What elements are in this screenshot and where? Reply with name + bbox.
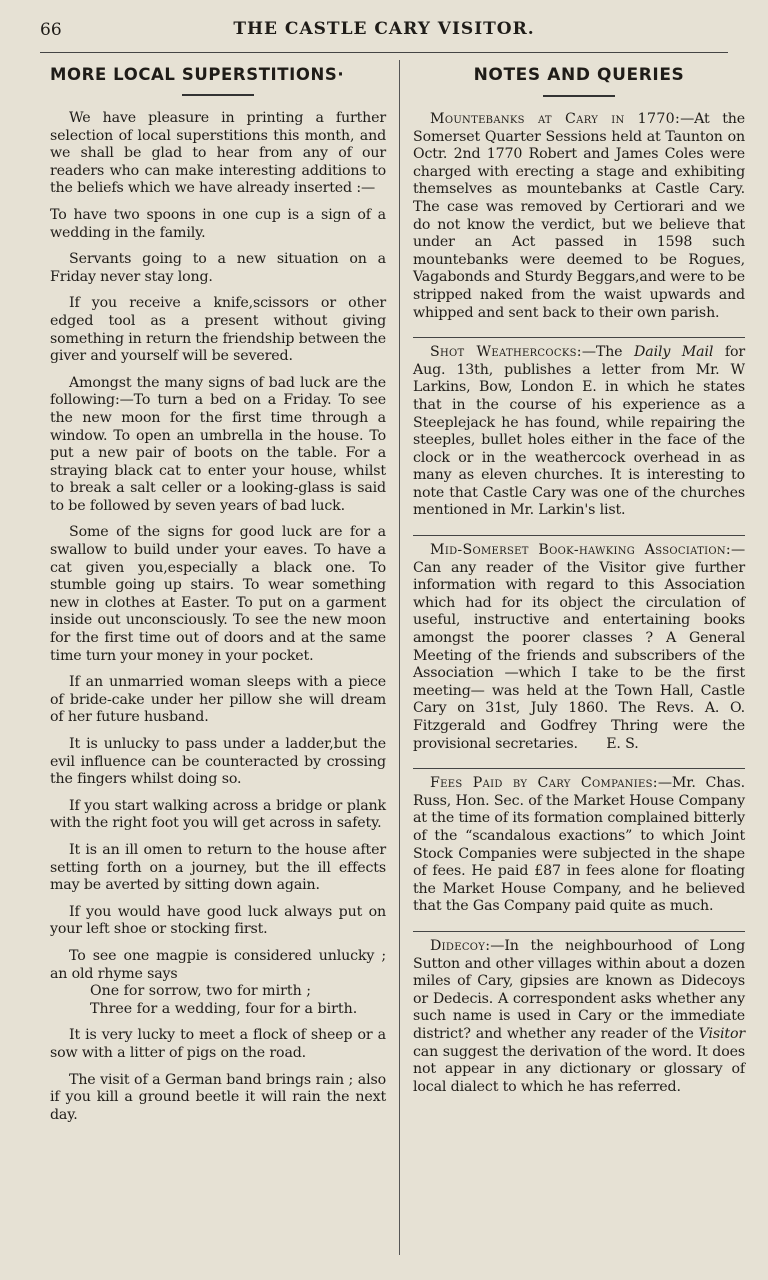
paragraph: It is an ill omen to return to the house after setting forth on a journey, but the ill effects may be averted by sitting down again. [50, 841, 386, 894]
running-title: THE CASTLE CARY VISITOR. [233, 19, 535, 39]
note-title: Shot Weathercocks: [430, 344, 582, 361]
paragraph: Servants going to a new situation on a Friday never stay long. [50, 251, 386, 285]
paragraph: To see one magpie is considered unlucky ; an old rhyme says [50, 947, 386, 982]
note-title: Fees Paid by Cary Companies: [430, 775, 658, 792]
visitor-title: Visitor [698, 1025, 745, 1042]
note-didecoy [413, 931, 745, 1096]
note-title: Mid-Somerset Book-hawking Association: [430, 542, 731, 559]
paragraph: We have pleasure in printing a further selection of local superstitions this month, and we shall be glad to hear from any of our readers who can make interesting additions to the beliefs which we have already inserted :— [50, 110, 386, 197]
note-body: —In the neighbourhood of Long Sutton and other villages within about a dozen miles of Cary, gipsies are known as Didecoys or Dedecis. A correspondent asks whether any such name is used in Cary or the immediate district? and whether any reader of the [413, 937, 745, 1042]
rhyme-line: One for sorrow, two for mirth ; [90, 983, 312, 1000]
magpie-rhyme [50, 948, 386, 1018]
signature: E. S. [606, 735, 639, 752]
paragraph: Amongst the many signs of bad luck are the following:—To turn a bed on a Friday. To see the new moon for the first time through a window. To open an umbrella in the house. To put a new pair of boots on the table. For a straying black cat to enter your house, whilst to break a salt celler or a looking-glass is said to be followed by seven years of bad luck. [50, 374, 386, 514]
note-body: for Aug. 13th, publishes a letter from Mr. W Larkins, Bow, London E. in which he states that in the course of his experience as a Steeplejack he has found, while repairing the steeples, bullet holes either in the face of the clock or in the weathercock overhead in as many as eleven churches. It is interesting to note that Castle Cary was one of the churches mentioned in Mr. Larkin's list. [413, 344, 745, 519]
superstitions-column [50, 60, 386, 1133]
note-mountebanks [413, 111, 745, 322]
page-number: 66 [40, 20, 62, 40]
paragraph: If an unmarried woman sleeps with a piece of bride-cake under her pillow she will dream of her future husband. [50, 674, 386, 726]
note-weathercocks [413, 337, 745, 520]
paragraph: To have two spoons in one cup is a sign of a wedding in the family. [50, 206, 386, 241]
paragraph: Some of the signs for good luck are for a swallow to build under your eaves. To have a cat given you,especially a black one. To stumble going up stairs. To wear something new in clothes at Easter. To put on a garment inside out unconsciously. To see the new moon for the first time out of doors and at the same time turn your money in your pocket. [50, 524, 386, 664]
note-bookhawking [413, 535, 745, 753]
note-body: can suggest the derivation of the word. It does not appear in any dictionary or glossary of local dialect to which he has referred. [413, 1043, 745, 1095]
newspaper-title: Daily Mail [634, 344, 714, 361]
paragraph: If you would have good luck always put on your left shoe or stocking first. [50, 903, 386, 938]
heading-rule [182, 94, 254, 96]
superstitions-heading: MORE LOCAL SUPERSTITIONS· [50, 65, 345, 84]
column-divider [399, 60, 400, 1255]
note-title: Mountebanks at Cary in 1770: [430, 111, 681, 127]
note-body: —Mr. Chas. Russ, Hon. Sec. of the Market House Company at the time of its formation complained bitterly of the “scandalous exactions” to which Joint Stock Companies were subjected in the shape of fees. He paid £87 in fees alone for floating the Market House Company, and he believed that the Gas Company paid quite as much. [413, 775, 745, 915]
rhyme-line: Three for a wedding, four for a birth. [90, 1000, 358, 1017]
paragraph: The visit of a German band brings rain ; also if you kill a ground beetle it will rain the next day. [50, 1071, 386, 1123]
header-rule [40, 52, 728, 53]
paragraph: It is unlucky to pass under a ladder,but the evil influence can be counteracted by crossing the fingers whilst doing so. [50, 736, 386, 788]
note-fees [413, 768, 745, 916]
notes-column [413, 60, 745, 1111]
note-title: Didecoy: [430, 937, 491, 954]
note-body: —At the Somerset Quarter Sessions held at Taunton on Octr. 2nd 1770 Robert and James Coles were charged with erecting a stage and exhibiting themselves as mountebanks at Castle Cary. The case was removed by Certiorari and we do not know the verdict, but we believe that under an Act passed in 1598 such mountebanks were deemed to be Rogues, Vagabonds and Sturdy Beggars,and were to be stripped naked from the waist upwards and whipped and sent back to their own parish. [413, 111, 745, 321]
notes-heading: NOTES AND QUERIES [473, 65, 685, 85]
note-body: —The [581, 344, 635, 361]
paragraph: If you receive a knife,scissors or other edged tool as a present without giving something in return the friendship between the giver and yourself will be severed. [50, 295, 386, 365]
paragraph: It is very lucky to meet a flock of sheep or a sow with a litter of pigs on the road. [50, 1027, 386, 1061]
note-body: —Can any reader of the Visitor give further information with regard to this Association which had for its object the circulation of useful, instructive and entertaining books amongst the poorer classes ? A General Meeting of the friends and subscribers of the Association —which I take to be the first meeting— was held at the Town Hall, Castle Cary on 31st, July 1860. The Revs. A. O. Fitzgerald and Godfrey Thring were the provisional secretaries. [413, 542, 745, 752]
paragraph: If you start walking across a bridge or plank with the right foot you will get across in safety. [50, 797, 386, 832]
heading-rule [543, 95, 615, 97]
